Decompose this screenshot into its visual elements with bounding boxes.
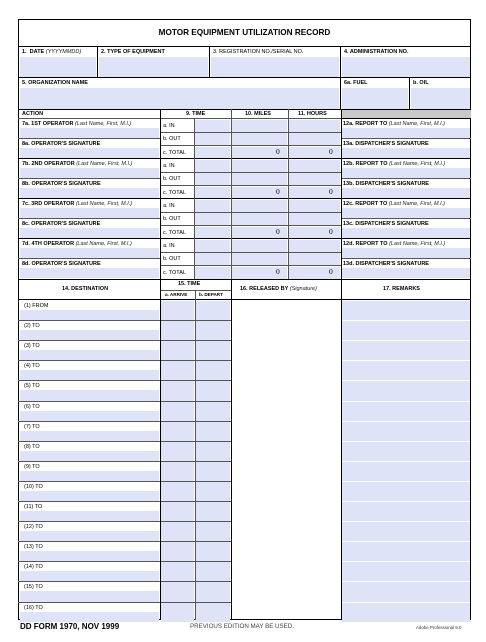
destination-field[interactable] (20, 310, 159, 320)
report-to-field[interactable] (342, 248, 470, 258)
time-field[interactable] (195, 120, 230, 132)
report-to-field[interactable] (342, 168, 470, 178)
type-of-equipment-field[interactable] (99, 57, 208, 77)
date-field[interactable] (20, 57, 96, 77)
fuel-label: 6a. FUEL (344, 80, 368, 86)
destination-field[interactable] (20, 491, 159, 501)
arrive-time-field[interactable] (161, 502, 194, 521)
report-to-label: 12b. REPORT TO (Last Name, First, M.I.) (343, 161, 446, 167)
miles-label: 10. MILES (245, 111, 271, 117)
depart-time-field[interactable] (196, 603, 230, 622)
destination-field[interactable] (20, 591, 159, 602)
registration-no-label: 3. REGISTRATION NO./SERIAL NO. (213, 49, 304, 55)
remarks-field[interactable] (342, 321, 470, 340)
destination-row-label: (7) TO (24, 424, 40, 430)
time-field[interactable] (195, 173, 230, 185)
depart-label: b. DEPART (199, 292, 223, 297)
destination-row-label: (14) TO (24, 564, 43, 570)
miles-field[interactable] (232, 213, 287, 225)
destination-field[interactable] (20, 531, 159, 541)
depart-time-field[interactable] (196, 361, 230, 380)
destination-field[interactable] (20, 411, 159, 421)
destination-row-label: (8) TO (24, 444, 40, 450)
arrive-time-field[interactable] (161, 341, 194, 360)
remarks-field[interactable] (342, 402, 470, 421)
time-sub-label: b. OUT (163, 136, 181, 142)
destination-field[interactable] (20, 370, 159, 380)
operator-name-field[interactable] (20, 168, 159, 178)
destination-row-label: (11) TO (24, 504, 43, 510)
operator-signature-label: 8c. OPERATOR'S SIGNATURE (22, 221, 101, 227)
hours-field[interactable] (289, 240, 340, 252)
time-label: 9. TIME (186, 111, 206, 117)
arrive-time-field[interactable] (161, 542, 194, 561)
arrive-time-field[interactable] (161, 482, 194, 501)
destination-row-label: (13) TO (24, 544, 43, 550)
arrive-time-field[interactable] (161, 603, 194, 622)
time-sub-label: b. OUT (163, 256, 181, 262)
destination-field[interactable] (20, 511, 159, 521)
operator-signature-field[interactable] (20, 228, 159, 238)
arrive-time-field[interactable] (161, 522, 194, 541)
miles-field[interactable] (232, 120, 287, 132)
hours-field[interactable] (289, 160, 340, 172)
remarks-field[interactable] (342, 582, 470, 602)
operator-signature-label: 8a. OPERATOR'S SIGNATURE (22, 141, 101, 147)
hours-total-value: 0 (329, 187, 333, 196)
time-field[interactable] (195, 213, 230, 225)
released-by-label: 16. RELEASED BY (Signature) (240, 286, 317, 292)
dispatcher-signature-label: 13b. DISPATCHER'S SIGNATURE (343, 181, 429, 187)
miles-field[interactable] (232, 253, 287, 265)
destination-field[interactable] (20, 390, 159, 401)
arrive-time-field[interactable] (161, 442, 194, 461)
operator-signature-label: 8d. OPERATOR'S SIGNATURE (22, 261, 101, 267)
arrive-time-field[interactable] (161, 422, 194, 441)
destination-field[interactable] (20, 571, 159, 581)
dispatcher-signature-field[interactable] (342, 148, 470, 158)
time-sub-label: c. TOTAL (163, 150, 186, 156)
time-sub-label: c. TOTAL (163, 190, 186, 196)
hours-field[interactable] (289, 120, 340, 132)
depart-time-field[interactable] (196, 442, 230, 461)
remarks-field[interactable] (342, 562, 470, 581)
administration-no-field[interactable] (342, 57, 470, 77)
remarks-field[interactable] (342, 301, 470, 320)
operator-signature-label: 8b. OPERATOR'S SIGNATURE (22, 181, 101, 187)
remarks-field[interactable] (342, 542, 470, 561)
hours-total-value: 0 (329, 147, 333, 156)
destination-row-label: (15) TO (24, 584, 43, 590)
arrive-time-field[interactable] (161, 321, 194, 340)
operator-name-field[interactable] (20, 208, 159, 218)
time-sub-label: c. TOTAL (163, 230, 186, 236)
miles-total-value: 0 (276, 227, 280, 236)
miles-field[interactable] (232, 240, 287, 252)
destination-row-label: (10) TO (24, 484, 43, 490)
registration-no-field[interactable] (211, 57, 339, 77)
report-to-label: 12a. REPORT TO (Last Name, First, M.I.) (343, 121, 445, 127)
hours-label: 11. HOURS (298, 111, 327, 117)
time-field[interactable] (195, 253, 230, 265)
hours-field[interactable] (289, 253, 340, 265)
software-note: Adobe Professional 9.0 (416, 625, 462, 630)
destination-row-label: (3) TO (24, 343, 40, 349)
action-label: ACTION (22, 111, 44, 117)
destination-label: 14. DESTINATION (62, 286, 109, 292)
hours-field[interactable] (289, 200, 340, 212)
hours-field[interactable] (289, 133, 340, 145)
arrive-time-field[interactable] (161, 462, 194, 481)
hours-field[interactable] (289, 173, 340, 185)
date-label: 1. DATE (YYYYMMDD) (22, 49, 82, 55)
time-field[interactable] (195, 160, 230, 172)
depart-time-field[interactable] (196, 301, 230, 320)
destination-field[interactable] (20, 551, 159, 561)
arrive-time-field[interactable] (161, 402, 194, 421)
depart-time-field[interactable] (196, 381, 230, 401)
depart-time-field[interactable] (196, 482, 230, 501)
depart-time-field[interactable] (196, 542, 230, 561)
form-title: MOTOR EQUIPMENT UTILIZATION RECORD (158, 28, 331, 37)
report-to-field[interactable] (342, 128, 470, 138)
remarks-field[interactable] (342, 462, 470, 481)
miles-field[interactable] (232, 200, 287, 212)
destination-field[interactable] (20, 451, 159, 461)
miles-field[interactable] (232, 173, 287, 185)
time-sub-label: a. IN (163, 163, 175, 169)
miles-total-value: 0 (276, 147, 280, 156)
operator-name-field[interactable] (20, 248, 159, 258)
remarks-field[interactable] (342, 482, 470, 501)
operator-signature-field[interactable] (20, 188, 159, 198)
operator-name-field[interactable] (20, 128, 159, 138)
hours-total-value: 0 (329, 267, 333, 276)
dispatcher-signature-label: 13d. DISPATCHER'S SIGNATURE (343, 261, 429, 267)
destination-field[interactable] (20, 431, 159, 441)
remarks-field[interactable] (342, 442, 470, 461)
hours-total-value: 0 (329, 227, 333, 236)
depart-time-field[interactable] (196, 522, 230, 541)
time-field[interactable] (195, 240, 230, 252)
time-sub-label: a. IN (163, 243, 175, 249)
arrive-time-field[interactable] (161, 301, 194, 320)
depart-time-field[interactable] (196, 321, 230, 340)
dispatcher-signature-field[interactable] (342, 188, 470, 198)
dispatcher-signature-label: 13a. DISPATCHER'S SIGNATURE (343, 141, 429, 147)
depart-time-field[interactable] (196, 582, 230, 602)
miles-field[interactable] (232, 160, 287, 172)
remarks-field[interactable] (342, 381, 470, 401)
fuel-field[interactable] (342, 88, 408, 109)
remarks-label: 17. REMARKS (383, 286, 420, 292)
depart-time-field[interactable] (196, 462, 230, 481)
dispatcher-signature-field[interactable] (342, 228, 470, 238)
time-sub-label: b. OUT (163, 216, 181, 222)
organization-name-label: 5. ORGANIZATION NAME (22, 80, 88, 86)
dispatcher-signature-field[interactable] (342, 268, 470, 278)
miles-total-value: 0 (276, 187, 280, 196)
miles-field[interactable] (232, 133, 287, 145)
depart-time-field[interactable] (196, 502, 230, 521)
destination-field[interactable] (20, 350, 159, 360)
remarks-field[interactable] (342, 502, 470, 521)
oil-field[interactable] (411, 88, 470, 109)
depart-time-field[interactable] (196, 402, 230, 421)
operator-signature-field[interactable] (20, 268, 159, 278)
time-sub-label: b. OUT (163, 176, 181, 182)
destination-row-label: (6) TO (24, 404, 40, 410)
destination-row-label: (12) TO (24, 524, 43, 530)
time-field[interactable] (195, 133, 230, 145)
destination-row-label: (9) TO (24, 464, 40, 470)
destination-row-label: (4) TO (24, 363, 40, 369)
remarks-field[interactable] (342, 522, 470, 541)
destination-row-label: (2) TO (24, 323, 40, 329)
destination-row-label: (1) FROM (24, 303, 49, 309)
remarks-field[interactable] (342, 341, 470, 360)
dispatcher-signature-label: 13c. DISPATCHER'S SIGNATURE (343, 221, 429, 227)
operator-label: 7d. 4TH OPERATOR (Last Name, First, M.I.) (22, 241, 132, 247)
operator-label: 7b. 2ND OPERATOR (Last Name, First, M.I.) (22, 161, 133, 167)
depart-time-field[interactable] (196, 562, 230, 581)
time-sub-label: a. IN (163, 123, 175, 129)
hours-field[interactable] (289, 213, 340, 225)
report-to-label: 12d. REPORT TO (Last Name, First, M.I.) (343, 241, 446, 247)
miles-total-value: 0 (276, 267, 280, 276)
destination-field[interactable] (20, 330, 159, 340)
time-field[interactable] (195, 267, 230, 279)
trip-time-label: 15. TIME (178, 281, 201, 287)
type-of-equipment-label: 2. TYPE OF EQUIPMENT (101, 49, 165, 55)
time-sub-label: c. TOTAL (163, 270, 186, 276)
operator-label: 7c. 3RD OPERATOR (Last Name, First, M.I.) (22, 201, 133, 207)
time-sub-label: a. IN (163, 203, 175, 209)
arrive-time-field[interactable] (161, 582, 194, 602)
report-to-field[interactable] (342, 208, 470, 218)
oil-label: b. OIL (413, 80, 429, 86)
depart-time-field[interactable] (196, 341, 230, 360)
destination-field[interactable] (20, 471, 159, 481)
report-to-label: 12c. REPORT TO (Last Name, First, M.I.) (343, 201, 445, 207)
remarks-field[interactable] (342, 361, 470, 380)
remarks-field[interactable] (342, 422, 470, 441)
depart-time-field[interactable] (196, 422, 230, 441)
organization-name-field[interactable] (20, 88, 339, 109)
destination-field[interactable] (20, 612, 159, 622)
edition-note: PREVIOUS EDITION MAY BE USED. (190, 623, 294, 630)
arrive-time-field[interactable] (161, 562, 194, 581)
time-field[interactable] (195, 200, 230, 212)
operator-label: 7a. 1ST OPERATOR (Last Name, First, M.I.) (22, 121, 132, 127)
operator-signature-field[interactable] (20, 148, 159, 158)
remarks-field[interactable] (342, 603, 470, 622)
destination-row-label: (5) TO (24, 383, 40, 389)
arrive-time-field[interactable] (161, 361, 194, 380)
administration-no-label: 4. ADMINISTRATION NO. (344, 49, 409, 55)
arrive-time-field[interactable] (161, 381, 194, 401)
released-by-field[interactable] (232, 300, 340, 619)
action-header-shade (341, 110, 471, 118)
arrive-label: a. ARRIVE (165, 292, 188, 297)
destination-row-label: (16) TO (24, 605, 43, 611)
form-number: DD FORM 1970, NOV 1999 (20, 622, 120, 631)
